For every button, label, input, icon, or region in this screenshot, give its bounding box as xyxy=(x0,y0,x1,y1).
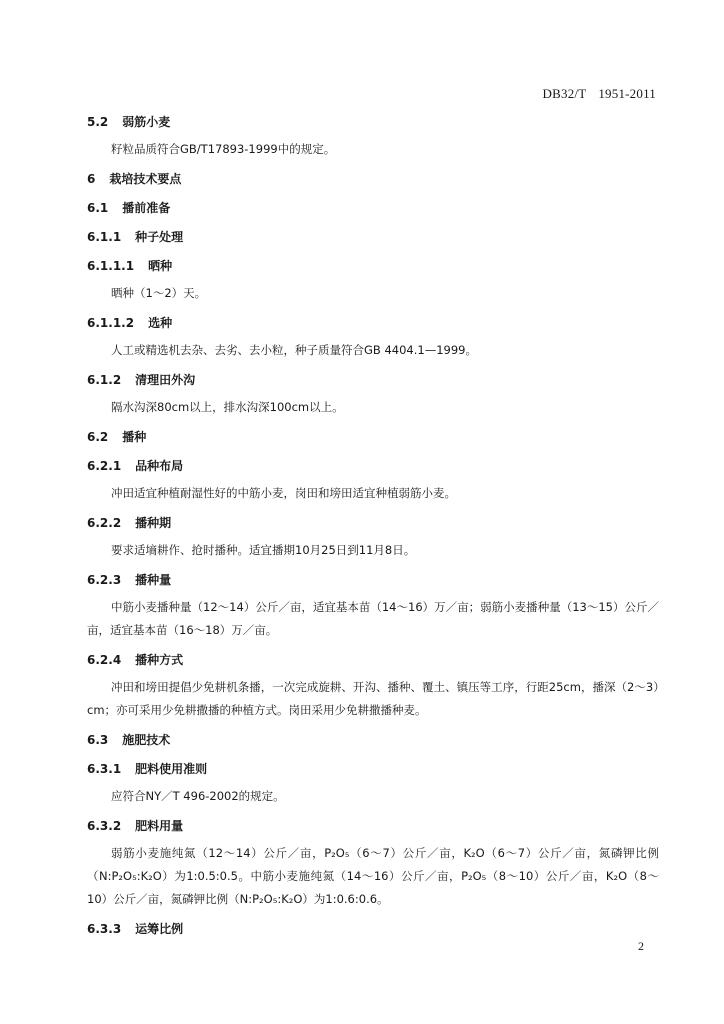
section-title: 弱筋小麦 xyxy=(122,115,171,129)
section-title: 播种 xyxy=(122,430,147,444)
section-heading xyxy=(87,252,659,281)
section-number: 6.1.1.2 xyxy=(87,316,135,330)
section-heading xyxy=(87,755,659,784)
section-heading xyxy=(87,566,659,595)
section-heading xyxy=(87,309,659,338)
section-heading xyxy=(87,915,659,944)
section-number: 6.2 xyxy=(87,430,109,444)
section-title: 播前准备 xyxy=(122,201,171,215)
standard-number: 1951-2011 xyxy=(598,86,656,101)
section-title: 施肥技术 xyxy=(122,733,171,747)
document-header xyxy=(543,86,656,102)
standard-code: DB32/T xyxy=(542,86,587,101)
section-heading xyxy=(87,223,659,252)
paragraph: 冲田和塝田提倡少免耕机条播，一次完成旋耕、开沟、播种、覆土、镇压等工序，行距25cm，播深（2～3）cm；亦可采用少免耕撒播的种植方式。岗田采用少免耕撒播种麦。 xyxy=(87,680,659,717)
section-number: 6.3.3 xyxy=(87,922,122,936)
section-title: 运筹比例 xyxy=(135,922,184,936)
section-heading xyxy=(87,812,659,841)
section-heading xyxy=(87,646,659,675)
document-body xyxy=(87,108,659,944)
section-number: 6.2.4 xyxy=(87,653,122,667)
section-title: 播种方式 xyxy=(135,653,184,667)
paragraph: 籽粒品质符合GB/T17893-1999中的规定。 xyxy=(111,142,336,156)
paragraph: 要求适墒耕作、抢时播种。适宜播期10月25日到11月8日。 xyxy=(111,543,416,557)
paragraph: 隔水沟深80cm以上，排水沟深100cm以上。 xyxy=(111,400,344,414)
section-title: 种子处理 xyxy=(135,230,184,244)
section-heading xyxy=(87,726,659,755)
section-number: 6.3.1 xyxy=(87,762,122,776)
section-heading xyxy=(87,165,659,194)
paragraph: 弱筋小麦施纯氮（12～14）公斤／亩，P₂O₅（6～7）公斤／亩，K₂O（6～7）公斤／亩，氮磷钾比例（N:P₂O₅:K₂O）为1:0.5:0.5。中筋小麦施纯氮（14～16）公斤／亩，P₂O₅（8～10）公斤／亩，K₂O（8～10）公斤／亩，氮磷钾比例（N:P₂O₅:K₂O）为1:0.6:0.6。 xyxy=(87,846,659,906)
paragraph: 中筋小麦播种量（12～14）公斤／亩，适宜基本苗（14～16）万／亩；弱筋小麦播种量（13～15）公斤／亩，适宜基本苗（16～18）万／亩。 xyxy=(87,600,659,637)
section-title: 选种 xyxy=(148,316,173,330)
section-number: 6.2.1 xyxy=(87,459,122,473)
section-title: 清理田外沟 xyxy=(135,373,196,387)
section-number: 6.1.2 xyxy=(87,373,122,387)
section-heading xyxy=(87,452,659,481)
section-title: 播种期 xyxy=(135,516,172,530)
section-heading xyxy=(87,366,659,395)
section-heading xyxy=(87,509,659,538)
section-heading xyxy=(87,194,659,223)
paragraph: 晒种（1～2）天。 xyxy=(111,286,207,300)
section-number: 6.2.2 xyxy=(87,516,122,530)
section-title: 晒种 xyxy=(148,259,173,273)
section-title: 肥料使用准则 xyxy=(135,762,208,776)
section-number: 6.3.2 xyxy=(87,819,122,833)
paragraph: 人工或精选机去杂、去劣、去小粒，种子质量符合GB 4404.1—1999。 xyxy=(111,343,477,357)
page-number: 2 xyxy=(638,939,644,953)
paragraph: 冲田适宜种植耐湿性好的中筋小麦，岗田和塝田适宜种植弱筋小麦。 xyxy=(111,486,456,500)
section-heading xyxy=(87,423,659,452)
section-number: 5.2 xyxy=(87,115,109,129)
section-number: 6.3 xyxy=(87,733,109,747)
section-number: 6.1.1.1 xyxy=(87,259,135,273)
section-title: 播种量 xyxy=(135,573,172,587)
section-number: 6 xyxy=(87,172,96,186)
section-title: 栽培技术要点 xyxy=(109,172,182,186)
section-title: 品种布局 xyxy=(135,459,184,473)
section-heading xyxy=(87,108,659,137)
section-number: 6.1.1 xyxy=(87,230,122,244)
paragraph: 应符合NY／T 496-2002的规定。 xyxy=(111,789,285,803)
section-number: 6.1 xyxy=(87,201,109,215)
section-title: 肥料用量 xyxy=(135,819,184,833)
section-number: 6.2.3 xyxy=(87,573,122,587)
